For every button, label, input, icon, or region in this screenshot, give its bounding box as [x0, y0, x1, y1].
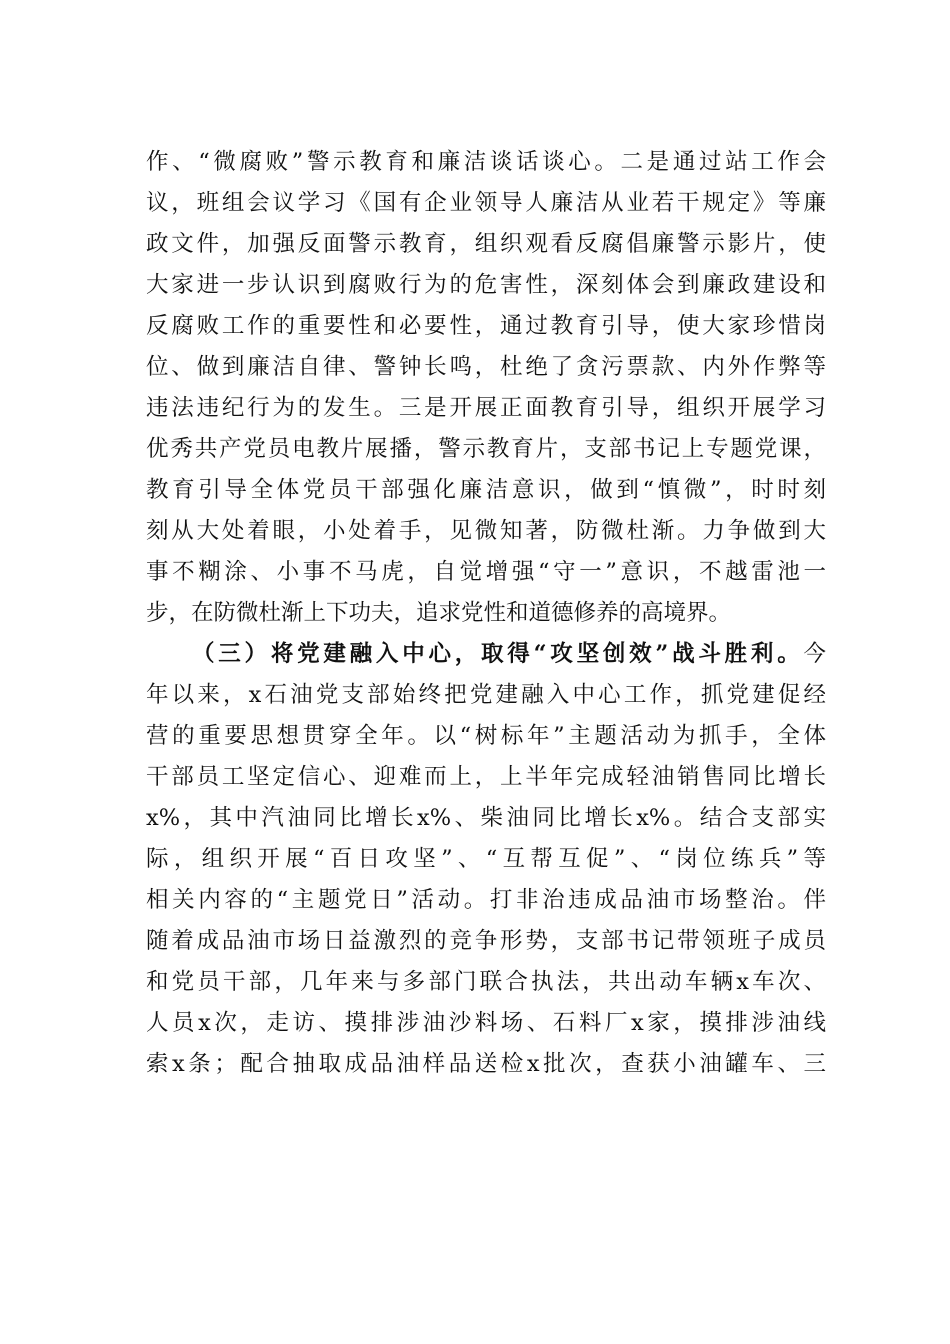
paragraph-line: 位、做到廉洁自律、警钟长鸣，杜绝了贪污票款、内外作弊等: [146, 354, 826, 380]
paragraph-line: 营的重要思想贯穿全年。以“树标年”主题活动为抓手，全体: [146, 723, 826, 749]
paragraph-line: 人员x次，走访、摸排涉油沙料场、石料厂x家，摸排涉油线: [146, 1010, 826, 1036]
paragraph-line: 和党员干部，几年来与多部门联合执法，共出动车辆x车次、: [146, 969, 826, 995]
paragraph-line: 步，在防微杜渐上下功夫，追求党性和道德修养的高境界。: [146, 600, 732, 626]
paragraph-line: 优秀共产党员电教片展播，警示教育片，支部书记上专题党课，: [146, 436, 826, 462]
section-heading-tail: 今: [803, 641, 826, 667]
paragraph-line: 大家进一步认识到腐败行为的危害性，深刻体会到廉政建设和: [146, 272, 826, 298]
paragraph-line: 教育引导全体党员干部强化廉洁意识，做到“慎微”，时时刻: [146, 477, 826, 503]
section-heading: （三）将党建融入中心，取得“攻坚创效”战斗胜利。: [192, 641, 804, 667]
paragraph-line: 作、“微腐败”警示教育和廉洁谈话谈心。二是通过站工作会: [146, 149, 826, 175]
paragraph-line: x%，其中汽油同比增长x%、柴油同比增长x%。结合支部实: [146, 805, 826, 831]
paragraph-line: 政文件，加强反面警示教育，组织观看反腐倡廉警示影片，使: [146, 231, 826, 257]
paragraph-line: 违法违纪行为的发生。三是开展正面教育引导，组织开展学习: [146, 395, 826, 421]
paragraph-line: 际，组织开展“百日攻坚”、“互帮互促”、“岗位练兵”等: [146, 846, 826, 872]
paragraph-line: 议，班组会议学习《国有企业领导人廉洁从业若干规定》等廉: [146, 190, 826, 216]
paragraph-line: 反腐败工作的重要性和必要性，通过教育引导，使大家珍惜岗: [146, 313, 826, 339]
paragraph-line: 干部员工坚定信心、迎难而上，上半年完成轻油销售同比增长: [146, 764, 826, 790]
paragraph-line: 刻从大处着眼，小处着手，见微知著，防微杜渐。力争做到大: [146, 518, 826, 544]
paragraph-line: 随着成品油市场日益激烈的竞争形势，支部书记带领班子成员: [146, 928, 826, 954]
paragraph-line: 年以来，x石油党支部始终把党建融入中心工作，抓党建促经: [146, 682, 826, 708]
paragraph-line: 事不糊涂、小事不马虎，自觉增强“守一”意识，不越雷池一: [146, 559, 826, 585]
section-heading-line: [192, 639, 826, 669]
paragraph-line: 索x条；配合抽取成品油样品送检x批次，查获小油罐车、三: [146, 1051, 826, 1077]
paragraph-line: 相关内容的“主题党日”活动。打非治违成品油市场整治。伴: [146, 887, 826, 913]
